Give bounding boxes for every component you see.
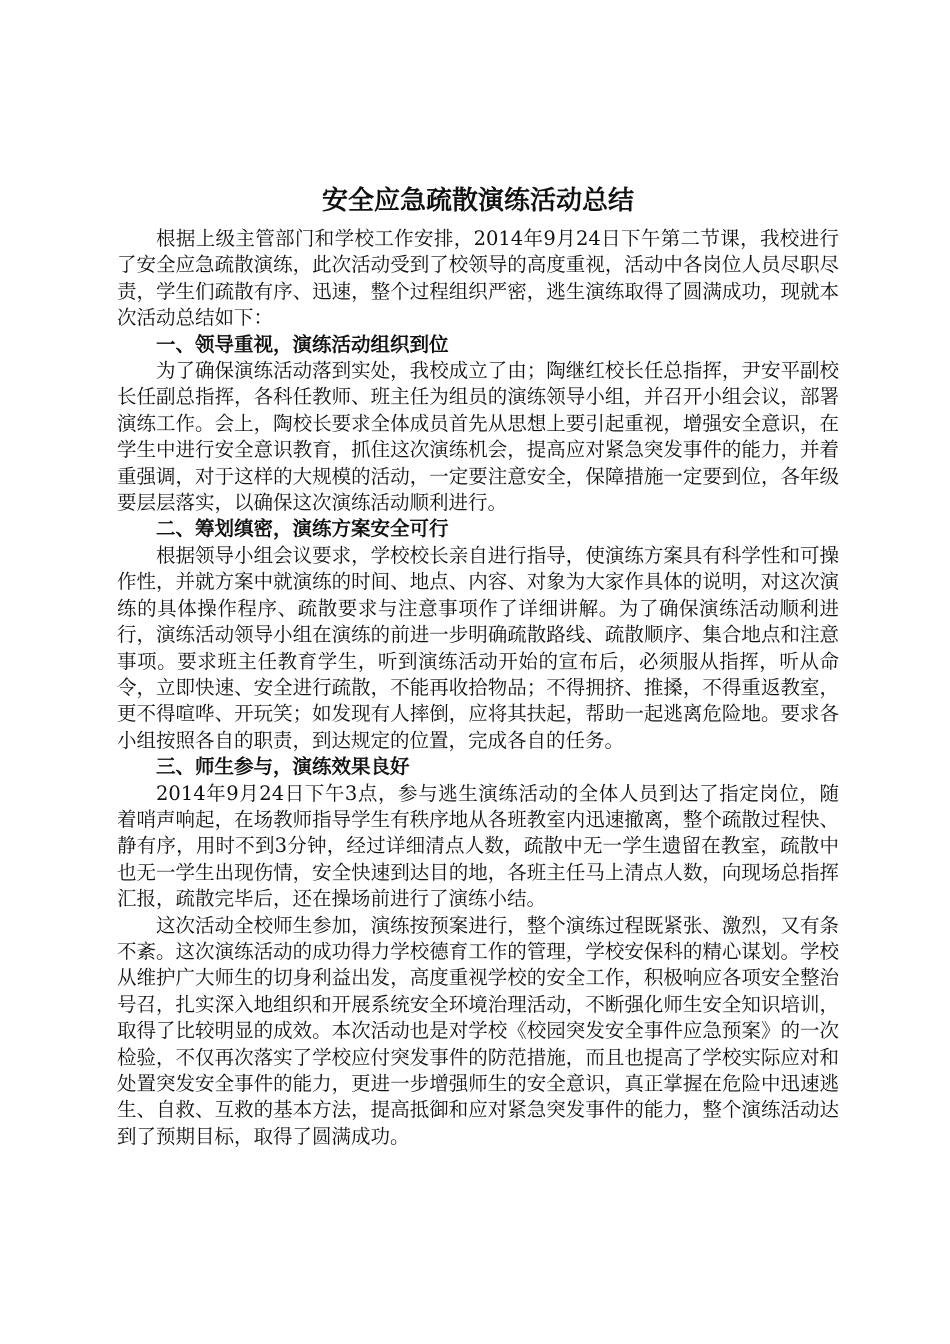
- section-1-paragraph-1: 为了确保演练活动落到实处，我校成立了由；陶继红校长任总指挥，尹安平副校长任副总指挥，各科任教师、班主任为组员的演练领导小组，并召开小组会议，部署演练工作。会上，陶校长要求全体成员首先从思想上要引起重视，增强安全意识，在学生中进行安全意识教育，抓住这次演练机会，提高应对紧急突发事件的能力，并着重强调，对于这样的大规模的活动，一定要注意安全，保障措施一定要到位，各年级要层层落实，以确保这次演练活动顺利进行。: [117, 359, 839, 515]
- section-3-paragraph-1: 2014年9月24日下午3点，参与逃生演练活动的全体人员到达了指定岗位，随着哨声响起，在场教师指导学生有秩序地从各班教室内迅速撤离，整个疏散过程快、静有序，用时不到3分钟，经过详细清点人数，疏散中无一学生遗留在教室，疏散中也无一学生出现伤情，安全快速到达目的地，各班主任马上清点人数，向现场总指挥汇报，疏散完毕后，还在操场前进行了演练小结。: [117, 781, 839, 911]
- intro-paragraph: 根据上级主管部门和学校工作安排，2014年9月24日下午第二节课，我校进行了安全应急疏散演练，此次活动受到了校领导的高度重视，活动中各岗位人员尽职尽责，学生们疏散有序、迅速，整个过程组织严密，逃生演练取得了圆满成功，现就本次活动总结如下：: [117, 227, 839, 330]
- section-1-heading: 一、领导重视，演练活动组织到位: [156, 332, 449, 356]
- document-title: 安全应急疏散演练活动总结: [321, 186, 634, 216]
- section-3-heading: 三、师生参与，演练效果良好: [156, 755, 410, 779]
- section-2-paragraph-1: 根据领导小组会议要求，学校校长亲自进行指导，使演练方案具有科学性和可操作性，并就方案中就演练的时间、地点、内容、对象为大家作具体的说明，对这次演练的具体操作程序、疏散要求与注意事项作了详细讲解。为了确保演练活动顺利进行，演练活动领导小组在演练的前进一步明确疏散路线、疏散顺序、集合地点和注意事项。要求班主任教育学生，听到演练活动开始的宣布后，必须服从指挥，听从命令，立即快速、安全进行疏散，不能再收拾物品；不得拥挤、推搡，不得重返教室，更不得喧哗、开玩笑；如发现有人摔倒，应将其扶起，帮助一起逃离危险地。要求各小组按照各自的职责，到达规定的位置，完成各自的任务。: [117, 543, 839, 752]
- section-3-paragraph-2: 这次活动全校师生参加，演练按预案进行，整个演练过程既紧张、激烈，又有条不紊。这次演练活动的成功得力学校德育工作的管理，学校安保科的精心谋划。学校从维护广大师生的切身利益出发，高度重视学校的安全工作，积极响应各项安全整治号召，扎实深入地组织和开展系统安全环境治理活动，不断强化师生安全知识培训，取得了比较明显的成效。本次活动也是对学校《校园突发安全事件应急预案》的一次检验，不仅再次落实了学校应付突发事件的防范措施，而且也提高了学校实际应对和处置突发安全事件的能力，更进一步增强师生的安全意识，真正掌握在危险中迅速逃生、自救、互救的基本方法，提高抵御和应对紧急突发事件的能力，整个演练活动达到了预期目标，取得了圆满成功。: [117, 913, 839, 1148]
- section-2-heading: 二、筹划缜密，演练方案安全可行: [156, 517, 449, 541]
- document-body: [117, 182, 839, 1150]
